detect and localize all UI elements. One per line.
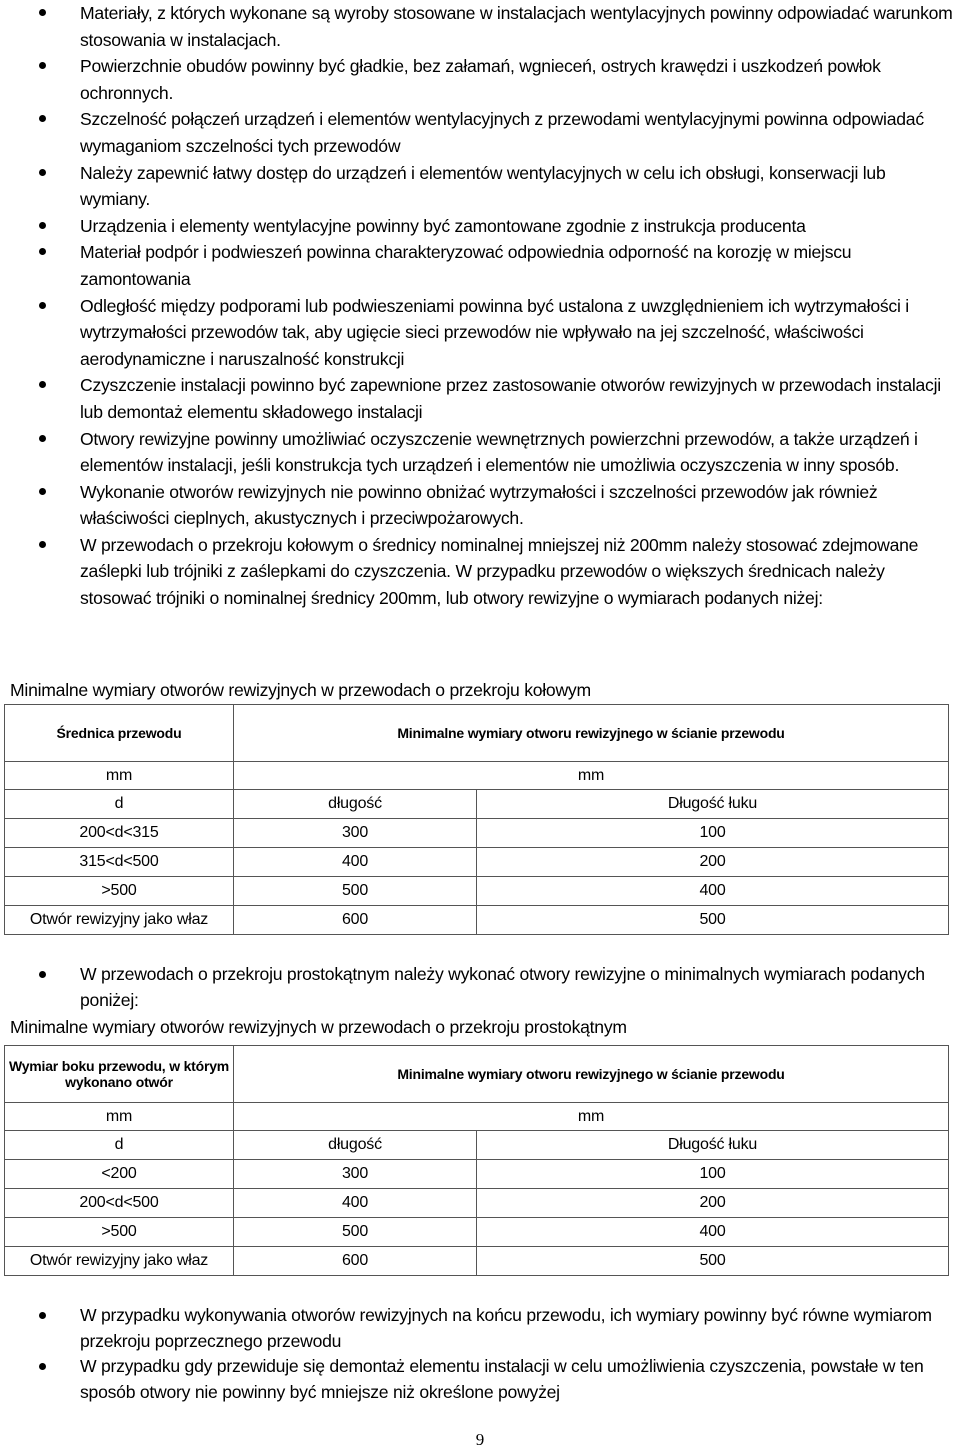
bullet-item — [0, 213, 960, 240]
subheader-cell: długość — [234, 1131, 477, 1160]
bullet-icon — [39, 488, 46, 495]
table-subheader-row — [5, 790, 949, 819]
table-cell: 100 — [477, 819, 949, 848]
bullet-text: W przewodach o przekroju kołowym o średnicy nominalnej mniejszej niż 200mm należy stosować zdejmowane zaślepki lub trójniki z zaślepkami do czyszczenia. W przypadku przewodów o większych średnicach należy stosować trójniki o nominalnej średnicy 200mm, lub otwory rewizyjne o wymiarach podanych niżej: — [80, 534, 919, 609]
table-cell: 600 — [234, 906, 477, 935]
table-rectangular-ducts — [4, 1045, 949, 1276]
bullet-icon — [39, 9, 46, 16]
bullet-text: W przewodach o przekroju prostokątnym należy wykonać otwory rewizyjne o minimalnych wymiarach podanych poniżej: — [80, 964, 925, 1010]
bullet-icon — [39, 541, 46, 548]
bullet-icon — [39, 435, 46, 442]
bullet-list-final — [0, 1303, 960, 1405]
bullet-text: Czyszczenie instalacji powinno być zapewnione przez zastosowanie otworów rewizyjnych w przewodach instalacji lub demontaż elementu składowego instalacji — [80, 375, 941, 422]
bullet-item — [0, 479, 960, 532]
table-caption-rectangular: Minimalne wymiary otworów rewizyjnych w przewodach o przekroju prostokątnym — [10, 1017, 627, 1037]
bullet-icon — [39, 381, 46, 388]
bullet-text: Odległość między podporami lub podwieszeniami powinna być ustalona z uwzględnieniem ich wytrzymałości i wytrzymałości przewodów tak, aby ugięcie sieci przewodów nie wpływało na jej szczelność, właściwości aerodynamiczne i naruszalność konstrukcji — [80, 295, 909, 369]
table-subheader-row — [5, 1131, 949, 1160]
bullet-icon — [39, 169, 46, 176]
bullet-item — [0, 962, 960, 1013]
bullet-item — [0, 160, 960, 213]
bullet-list-rectangular — [0, 962, 960, 1013]
bullet-icon — [39, 62, 46, 69]
bullet-list-requirements — [0, 0, 960, 612]
bullet-item — [0, 1354, 960, 1405]
bullet-text: Wykonanie otworów rewizyjnych nie powinno obniżać wytrzymałości i szczelności przewodów jak również właściwości cieplnych, akustycznych i przeciwpożarowych. — [80, 481, 878, 529]
table-cell: 200 — [477, 1189, 949, 1218]
table-cell: Otwór rewizyjny jako właz — [5, 906, 234, 935]
bullet-icon — [39, 115, 46, 122]
table-row — [5, 877, 949, 906]
table-cell: 500 — [234, 1218, 477, 1247]
subheader-cell: d — [5, 1131, 234, 1160]
table-cell: 500 — [477, 906, 949, 935]
table-unit-row — [5, 1103, 949, 1131]
bullet-text: Szczelność połączeń urządzeń i elementów wentylacyjnych z przewodami wentylacyjnymi powinna odpowiadać wymaganiom szczelności tych przewodów — [80, 109, 924, 156]
bullet-icon — [39, 302, 46, 309]
table-cell: 315<d<500 — [5, 848, 234, 877]
table-cell: 500 — [477, 1247, 949, 1276]
table-cell: 300 — [234, 819, 477, 848]
table-cell: 500 — [234, 877, 477, 906]
table-unit-row — [5, 762, 949, 790]
table-row — [5, 848, 949, 877]
table-cell: 200<d<500 — [5, 1189, 234, 1218]
bullet-text: Powierzchnie obudów powinny być gładkie, bez załamań, wgnieceń, ostrych krawędzi i uszkodzeń powłok ochronnych. — [80, 56, 881, 103]
table-cell: 100 — [477, 1160, 949, 1189]
table-cell: Otwór rewizyjny jako właz — [5, 1247, 234, 1276]
bullet-item — [0, 426, 960, 479]
table-cell: >500 — [5, 877, 234, 906]
bullet-icon — [39, 1312, 46, 1319]
bullet-item — [0, 1303, 960, 1354]
bullet-icon — [39, 1363, 46, 1370]
bullet-text: Należy zapewnić łatwy dostęp do urządzeń i elementów wentylacyjnych w celu ich obsługi, konserwacji lub wymiany. — [80, 162, 886, 210]
table-cell: <200 — [5, 1160, 234, 1189]
table-row — [5, 1218, 949, 1247]
table-circular-ducts — [4, 704, 949, 935]
header-cell: Minimalne wymiary otworu rewizyjnego w ścianie przewodu — [234, 1046, 949, 1103]
unit-cell: mm — [5, 762, 234, 790]
page-number: 9 — [475, 1430, 485, 1449]
unit-cell: mm — [234, 762, 949, 790]
table-caption-circular: Minimalne wymiary otworów rewizyjnych w przewodach o przekroju kołowym — [10, 680, 591, 700]
table-row — [5, 906, 949, 935]
header-cell: Minimalne wymiary otworu rewizyjnego w ścianie przewodu — [234, 705, 949, 762]
table-row — [5, 1160, 949, 1189]
table-cell: 400 — [234, 848, 477, 877]
bullet-text: W przypadku gdy przewiduje się demontaż elementu instalacji w celu umożliwienia czyszczenia, powstałe w ten sposób otwory nie powinny być mniejsze niż określone powyżej — [80, 1356, 924, 1402]
table-header-row — [5, 705, 949, 762]
bullet-text: Materiał podpór i podwieszeń powinna charakteryzować odpowiednia odporność na korozję w miejscu zamontowania — [80, 242, 852, 289]
table-cell: 400 — [477, 1218, 949, 1247]
table-row — [5, 1247, 949, 1276]
bullet-icon — [39, 222, 46, 229]
unit-cell: mm — [5, 1103, 234, 1131]
unit-cell: mm — [234, 1103, 949, 1131]
subheader-cell: Długość łuku — [477, 1131, 949, 1160]
header-cell: Wymiar boku przewodu, w którym wykonano otwór — [5, 1046, 234, 1103]
table-cell: 300 — [234, 1160, 477, 1189]
bullet-item — [0, 293, 960, 373]
bullet-text: Materiały, z których wykonane są wyroby stosowane w instalacjach wentylacyjnych powinny odpowiadać warunkom stosowania w instalacjach. — [80, 3, 953, 50]
table-row — [5, 1189, 949, 1218]
table-cell: 200 — [477, 848, 949, 877]
table-cell: >500 — [5, 1218, 234, 1247]
bullet-text: W przypadku wykonywania otworów rewizyjnych na końcu przewodu, ich wymiary powinny być równe wymiarom przekroju poprzecznego przewodu — [80, 1305, 932, 1351]
subheader-cell: d — [5, 790, 234, 819]
table-cell: 400 — [234, 1189, 477, 1218]
subheader-cell: długość — [234, 790, 477, 819]
bullet-text: Otwory rewizyjne powinny umożliwiać oczyszczenie wewnętrznych powierzchni przewodów, a także urządzeń i elementów instalacji, jeśli konstrukcja tych urządzeń i elementów nie umożliwia oczyszczenia w inny sposób. — [80, 428, 918, 476]
table-cell: 600 — [234, 1247, 477, 1276]
subheader-cell: Długość łuku — [477, 790, 949, 819]
bullet-item — [0, 53, 960, 106]
bullet-text: Urządzenia i elementy wentylacyjne powinny być zamontowane zgodnie z instrukcja producenta — [80, 215, 806, 236]
table-row — [5, 819, 949, 848]
bullet-item — [0, 106, 960, 159]
table-header-row — [5, 1046, 949, 1103]
bullet-icon — [39, 248, 46, 255]
header-cell: Średnica przewodu — [5, 705, 234, 762]
bullet-item — [0, 532, 960, 612]
table-cell: 400 — [477, 877, 949, 906]
table-cell: 200<d<315 — [5, 819, 234, 848]
bullet-icon — [39, 971, 46, 978]
bullet-item — [0, 0, 960, 53]
bullet-item — [0, 372, 960, 425]
bullet-item — [0, 239, 960, 292]
